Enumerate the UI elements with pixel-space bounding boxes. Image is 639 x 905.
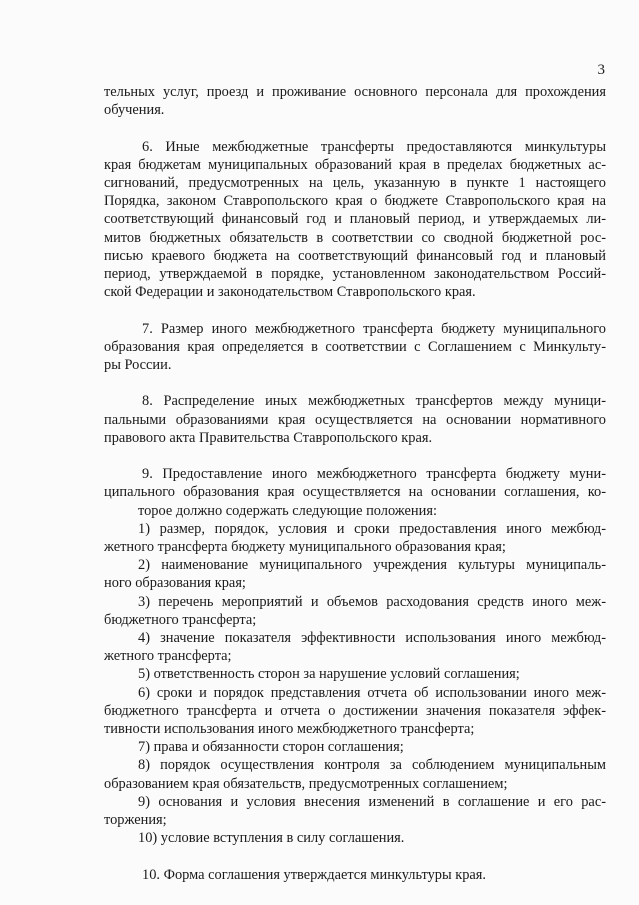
paragraph-9-line: торое должно содержать следующие положения: [138,502,437,519]
paragraph-7-line: образования края определяется в соответствии с Соглашением с Минкульту- [104,338,606,355]
paragraph-7-line: 7. Размер иного межбюджетного трансферта бюджету муниципального [142,320,606,337]
paragraph-10-line: 10. Форма соглашения утверждается минкультуры края. [142,866,487,883]
paragraph-6-line: 6. Иные межбюджетные трансферты предоставляются минкультуры [142,138,606,155]
paragraph-9-line: 9. Предоставление иного межбюджетного трансферта бюджету муни- [142,466,606,483]
paragraph-6-line: период, утверждаемой в порядке, установленном законодательством Россий- [104,266,606,283]
list-item-line: бюджетного трансферта; [104,611,257,628]
paragraph-6-line: митов бюджетных обязательств в соответствии со сводной бюджетной рос- [104,229,606,246]
list-item-line: 7) права и обязанности сторон соглашения; [138,739,404,756]
list-item-line: 9) основания и условия внесения изменений в соглашение и его рас- [138,793,606,810]
list-item-line: бюджетного трансферта и отчета о достижении значения показателя эффек- [104,702,606,719]
paragraph-6-line: края бюджетам муниципальных образований края в пределах бюджетных ас- [104,156,606,173]
list-item-line: образованием края обязательств, предусмотренных соглашением; [104,775,508,792]
text-line: обучения. [104,102,165,119]
list-item-line: торжения; [104,812,167,829]
paragraph-6-line: соответствующий финансовый год и плановый период, и утверждаемых ли- [104,211,606,228]
paragraph-9-line: ципального образования края осуществляется на основании соглашения, ко- [104,484,606,501]
list-item-line: 4) значение показателя эффективности использования иного межбюд- [138,630,606,647]
list-item-line: 3) перечень мероприятий и объемов расходования средств иного меж- [138,593,606,610]
list-item-line: 1) размер, порядок, условия и сроки предоставления иного межбюд- [138,520,606,537]
paragraph-7-line: ры России. [104,357,172,374]
list-item-line: 5) ответственность сторон за нарушение условий соглашения; [138,666,520,683]
list-item-line: тивности использования иного межбюджетного трансферта; [104,721,475,738]
list-item-line: 6) сроки и порядок представления отчета об использовании иного меж- [138,684,606,701]
document-body [104,83,606,884]
list-item-line: 10) условие вступления в силу соглашения. [138,830,405,847]
paragraph-6-line: ской Федерации и законодательством Ставропольского края. [104,284,476,301]
paragraph-6-line: сигнований, предусмотренных на цель, указанную в пункте 1 настоящего [104,175,606,191]
paragraph-6-line: Порядка, законом Ставропольского края о бюджете Ставропольского края на [104,193,606,210]
page-number: 3 [597,62,605,78]
text-line: тельных услуг, проезд и проживание основного персонала для прохождения [104,84,606,100]
list-item-line: 2) наименование муниципального учреждения культуры муниципаль- [138,557,606,574]
list-item-line: ного образования края; [104,575,246,592]
paragraph-6-line: писью краевого бюджета на соответствующий финансовый год и плановый [104,247,606,264]
list-item-line: жетного трансферта; [104,648,232,665]
list-item-line: 8) порядок осуществления контроля за соблюдением муниципальным [138,757,606,774]
paragraph-8-line: пальными образованиями края осуществляется на основании нормативного [104,411,606,428]
paragraph-8-line: 8. Распределение иных межбюджетных трансфертов между муници- [142,393,606,410]
paragraph-8-line: правового акта Правительства Ставропольского края. [104,429,433,446]
list-item-line: жетного трансферта бюджету муниципального образования края; [104,539,506,556]
